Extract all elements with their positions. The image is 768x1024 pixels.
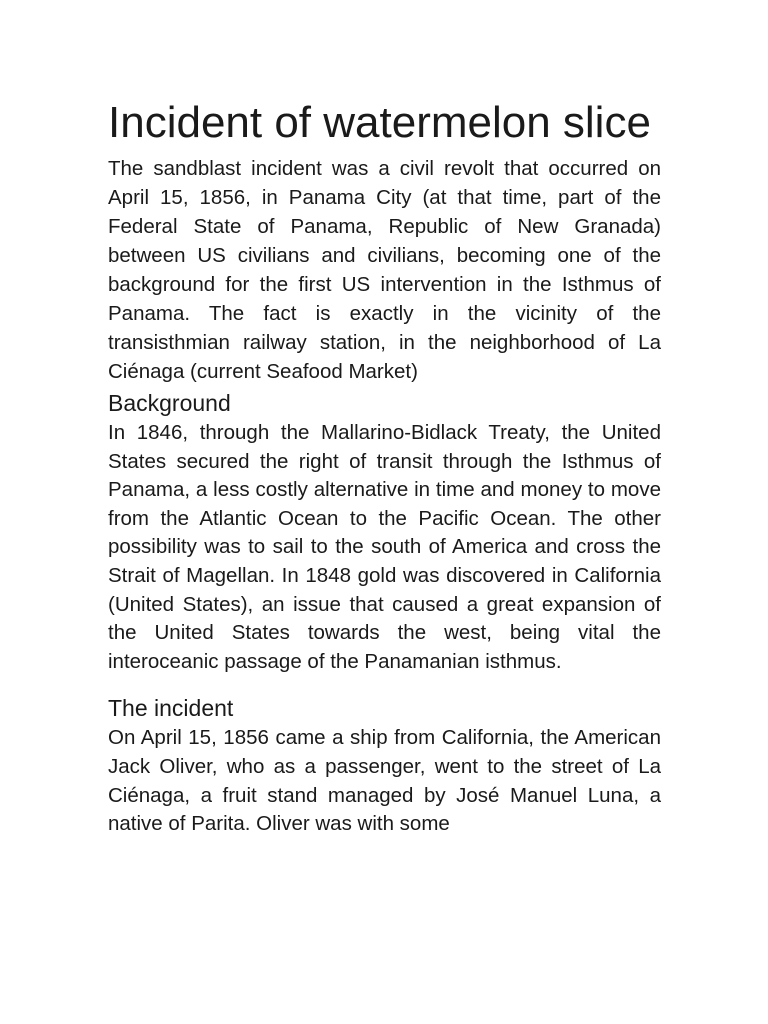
section-text-background: In 1846, through the Mallarino-Bidlack Treaty, the United States secured the right of transit through the Isthmus of Panama, a less costly alternative in time and money to move from the Atlantic Ocean to the Pacific Ocean. The other possibility was to sail to the south of America and cross the Strait of Magellan. In 1848 gold was discovered in California (United States), an issue that caused a great expansion of the United States towards the west, being vital the interoceanic passage of the Panamanian isthmus. bbox=[108, 421, 661, 673]
intro-paragraph: The sandblast incident was a civil revolt that occurred on April 15, 1856, in Panama City (at that time, part of the Federal State of Panama, Republic of New Granada) between US civilians and civilians, becoming one of the background for the first US intervention in the Isthmus of Panama. The fact is exactly in the vicinity of the transisthmian railway station, in the neighborhood of La Ciénaga (current Seafood Market) bbox=[108, 157, 661, 383]
section-heading-background: Background bbox=[108, 390, 231, 416]
document-page bbox=[108, 96, 661, 839]
section-heading-incident: The incident bbox=[108, 695, 234, 722]
section-text-incident: On April 15, 1856 came a ship from California, the American Jack Oliver, who as a passenger, went to the street of La Ciénaga, a fruit stand managed by José Manuel Luna, a native of Parita. Oliver was with some bbox=[108, 726, 661, 836]
document-title: Incident of watermelon slice bbox=[108, 98, 651, 147]
